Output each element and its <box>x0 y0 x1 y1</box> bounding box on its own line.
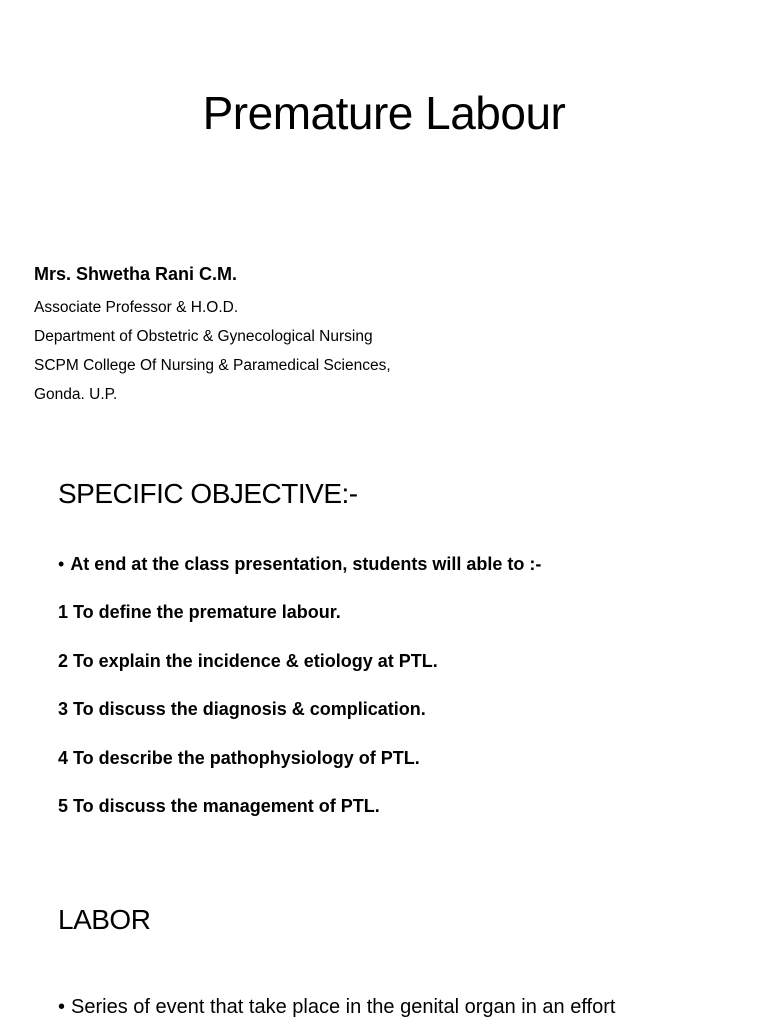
list-item: 1 To define the premature labour. <box>58 602 341 622</box>
bullet-icon: • <box>58 554 65 574</box>
author-college: SCPM College Of Nursing & Paramedical Sciences, <box>34 357 391 374</box>
author-name: Mrs. Shwetha Rani C.M. <box>34 264 238 284</box>
page-title: Premature Labour <box>202 87 566 139</box>
author-department: Department of Obstetric & Gynecological Nursing <box>34 328 373 345</box>
labor-definition-text: Series of event that take place in the genital organ in an effort <box>71 996 616 1018</box>
author-block <box>34 264 734 409</box>
objectives-list <box>58 602 438 845</box>
list-item: 3 To discuss the diagnosis & complication. <box>58 699 426 719</box>
objectives-intro <box>58 554 541 575</box>
objectives-intro-text: At end at the class presentation, students will able to :- <box>70 554 542 574</box>
author-designation: Associate Professor & H.O.D. <box>34 299 239 316</box>
objectives-heading: SPECIFIC OBJECTIVE:- <box>58 478 358 509</box>
list-item: 2 To explain the incidence & etiology at PTL. <box>58 650 438 671</box>
slide-title <box>0 0 768 440</box>
slide-labor <box>0 860 768 1024</box>
list-item: 5 To discuss the management of PTL. <box>58 796 380 816</box>
bullet-icon: • <box>58 996 66 1018</box>
list-item: 4 To describe the pathophysiology of PTL. <box>58 747 420 768</box>
labor-definition <box>58 996 758 1019</box>
author-location: Gonda. U.P. <box>34 386 118 403</box>
labor-heading: LABOR <box>58 904 151 935</box>
slide-objectives <box>0 440 768 860</box>
